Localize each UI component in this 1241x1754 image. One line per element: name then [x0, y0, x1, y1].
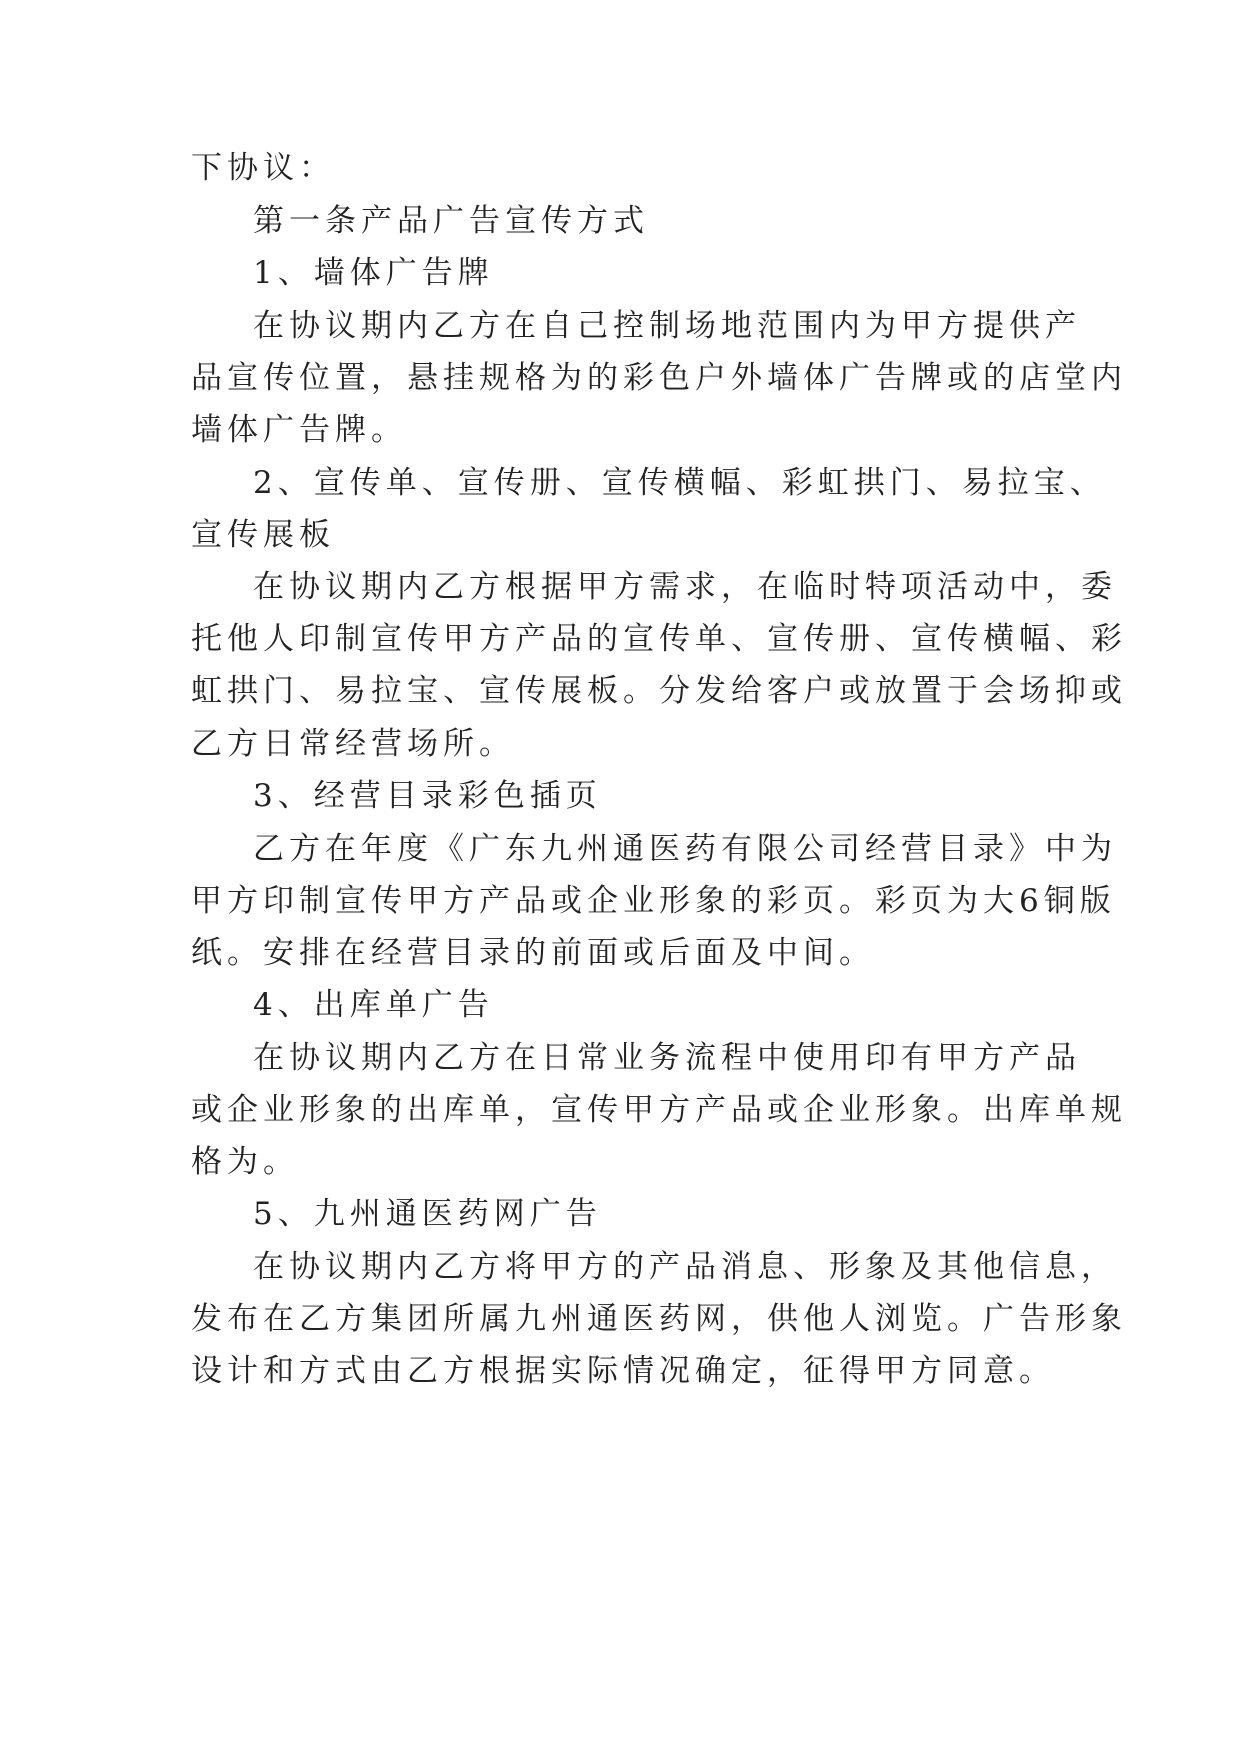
item-heading: 1、墙体广告牌 [253, 255, 494, 291]
text-line: 在协议期内乙方将甲方的产品消息、形象及其他信息， [253, 1249, 1117, 1285]
text-line: 格为。 [191, 1144, 299, 1180]
text-line: 乙方日常经营场所。 [191, 726, 515, 762]
text-line: 在协议期内乙方在日常业务流程中使用印有甲方产品 [253, 1040, 1081, 1076]
text-line: 发布在乙方集团所属九州通医药网，供他人浏览。广告形象 [191, 1301, 1127, 1337]
item-heading: 5、九州通医药网广告 [253, 1196, 602, 1232]
item-heading: 宣传展板 [191, 517, 335, 553]
text-line: 甲方印制宣传甲方产品或企业形象的彩页。彩页为大6铜版 [191, 883, 1116, 919]
text-line: 托他人印制宣传甲方产品的宣传单、宣传册、宣传横幅、彩 [191, 621, 1127, 657]
text-line: 乙方在年度《广东九州通医药有限公司经营目录》中为 [253, 831, 1117, 867]
section-heading: 第一条产品广告宣传方式 [253, 203, 649, 239]
text-line: 或企业形象的出库单，宣传甲方产品或企业形象。出库单规 [191, 1092, 1127, 1128]
text-line: 下协议： [191, 150, 335, 186]
item-heading: 4、出库单广告 [253, 987, 494, 1023]
text-line: 纸。安排在经营目录的前面或后面及中间。 [191, 935, 875, 971]
text-line: 设计和方式由乙方根据实际情况确定，征得甲方同意。 [191, 1353, 1055, 1389]
text-line: 墙体广告牌。 [191, 412, 407, 448]
text-line: 在协议期内乙方在自己控制场地范围内为甲方提供产 [253, 308, 1081, 344]
text-line: 虹拱门、易拉宝、宣传展板。分发给客户或放置于会场抑或 [191, 673, 1127, 709]
item-heading: 3、经营目录彩色插页 [253, 778, 602, 814]
text-line: 在协议期内乙方根据甲方需求，在临时特项活动中，委 [253, 569, 1117, 605]
text-line: 品宣传位置，悬挂规格为的彩色户外墙体广告牌或的店堂内 [191, 360, 1127, 396]
item-heading: 2、宣传单、宣传册、宣传横幅、彩虹拱门、易拉宝、 [253, 465, 1106, 501]
